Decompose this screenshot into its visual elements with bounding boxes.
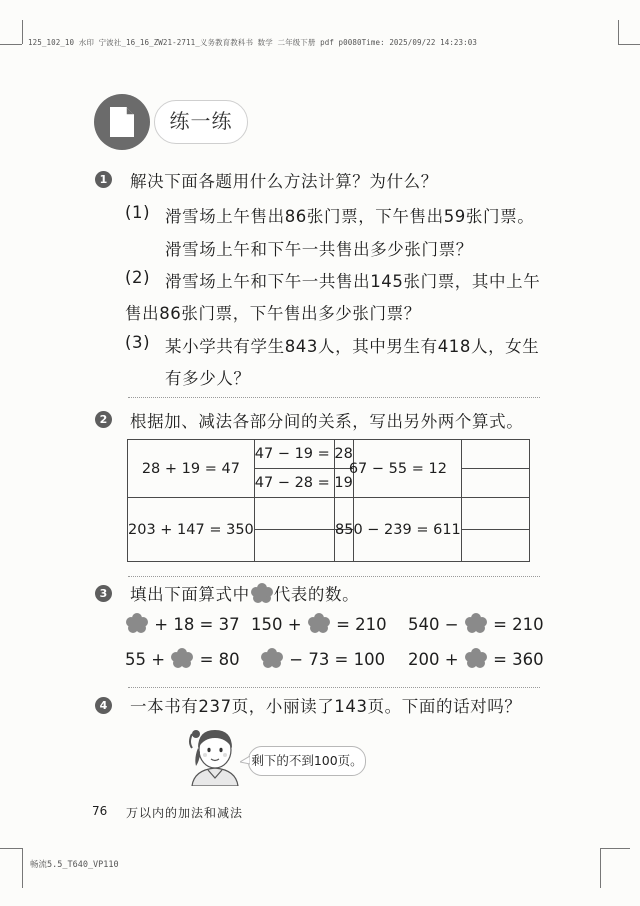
item-text: 某小学共有学生843人，其中男生有418人，女生 (165, 337, 540, 356)
crop-mark (0, 44, 22, 45)
table-cell: 850 − 239 = 611 (335, 498, 462, 562)
equation (408, 613, 544, 637)
equation (408, 648, 544, 672)
item-label: (1) (125, 203, 151, 222)
question-prompt: 解决下面各题用什么方法计算？为什么？ (130, 172, 438, 191)
equation-text: = 210 (493, 615, 544, 634)
question-number: 2 (95, 411, 112, 428)
equation (260, 648, 385, 672)
flower-icon (251, 583, 273, 607)
flower-icon (171, 648, 193, 672)
item-text: 有多少人？ (165, 369, 251, 388)
divider (128, 687, 540, 688)
chapter-title: 万以内的加法和减法 (126, 806, 244, 820)
flower-icon (308, 613, 330, 637)
crop-mark (618, 20, 619, 44)
table-cell: 203 + 147 = 350 (128, 498, 255, 562)
speech-bubble: 剩下的不到100页。 (248, 746, 366, 776)
item-text: 滑雪场上午售出86张门票，下午售出59张门票。 (165, 207, 535, 226)
flower-icon (261, 648, 283, 672)
crop-mark (0, 848, 22, 849)
item-text: 滑雪场上午和下午一共售出多少张门票？ (165, 240, 473, 259)
answer-cell[interactable] (461, 469, 529, 498)
print-info: 125_102_10 水印 宁波社_16_16_ZW21-2711_义务教育教科书 数学 二年级下册 pdf p0080Time: 2025/09/22 14:23:03 (28, 38, 478, 47)
flower-icon (465, 613, 487, 637)
crop-mark (22, 20, 23, 44)
equation (125, 613, 240, 637)
speech-tail (240, 756, 250, 766)
page-number: 76 (92, 804, 108, 818)
question-prompt: 根据加、减法各部分间的关系，写出另外两个算式。 (130, 412, 524, 431)
item-label: (2) (125, 268, 151, 287)
equation-text: 200 + (408, 650, 459, 669)
crop-mark (618, 44, 640, 45)
equation (125, 648, 240, 672)
prompt-text: 填出下面算式中 (130, 585, 250, 604)
table-cell: 47 − 28 = 19 (254, 469, 353, 498)
crop-mark (22, 848, 23, 888)
equation-text: = 360 (493, 650, 544, 669)
right-relation-table (334, 439, 530, 562)
divider (128, 576, 540, 577)
divider (128, 397, 540, 398)
question-number: 3 (95, 585, 112, 602)
girl-illustration (186, 724, 244, 790)
section-title: 练一练 (154, 100, 248, 144)
answer-cell[interactable] (461, 498, 529, 530)
equation-text: 150 + (251, 615, 302, 634)
table-cell: 47 − 19 = 28 (254, 440, 353, 469)
equation-text: − 73 = 100 (289, 650, 386, 669)
equation (251, 613, 387, 637)
crop-mark (600, 848, 601, 888)
equation-text: + 18 = 37 (154, 615, 240, 634)
question-prompt: 一本书有237页，小丽读了143页。下面的话对吗？ (130, 697, 522, 716)
question-number: 4 (95, 697, 112, 714)
table-cell: 28 + 19 = 47 (128, 440, 255, 498)
flower-icon (465, 648, 487, 672)
flower-icon (126, 613, 148, 637)
question-prompt (130, 581, 359, 607)
print-code: 畅流5.5_T640_VP110 (30, 860, 119, 870)
equation-text: = 210 (336, 615, 387, 634)
equation-text: = 80 (199, 650, 240, 669)
answer-cell[interactable] (461, 440, 529, 469)
equation-text: 55 + (125, 650, 166, 669)
document-icon (94, 94, 150, 150)
table-cell: 67 − 55 = 12 (335, 440, 462, 498)
prompt-text: 代表的数。 (273, 585, 360, 604)
answer-cell[interactable] (461, 530, 529, 562)
item-label: (3) (125, 333, 151, 352)
crop-mark (600, 848, 630, 849)
item-text: 滑雪场上午和下午一共售出145张门票，其中上午 (165, 272, 541, 291)
equation-text: 540 − (408, 615, 459, 634)
left-relation-table (127, 439, 354, 562)
item-text: 售出86张门票，下午售出多少张门票？ (125, 304, 421, 323)
question-number: 1 (95, 171, 112, 188)
